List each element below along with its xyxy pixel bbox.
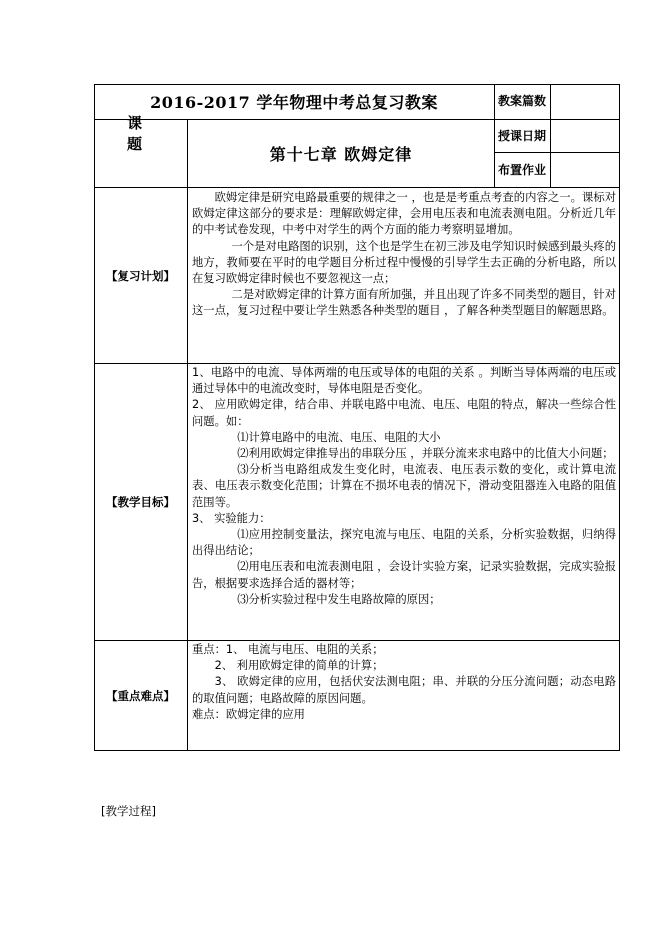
review-plan-paragraph: 一个是对电路图的识别，这个也是学生在初三涉及电学知识时候感到最头疼的地方，教师要在平时的电学题目分析过程中慢慢的引导学生去正确的分析电路，所以在复习欧姆定律时候也不要忽视这一点；: [192, 239, 616, 286]
teach-date-label: 授课日期: [497, 128, 546, 143]
teaching-goals-label: 【教学目标】: [106, 495, 175, 509]
homework-label: 布置作业: [497, 162, 546, 177]
review-plan-content: [192, 190, 616, 320]
teaching-goal-item: 3、 实验能力：: [192, 511, 271, 525]
teaching-goal-item: 1、电路中的电流、导体两端的电压或导体的电阻的关系 。判断当导体两端的电压或通过导体中的电流改变时，导体电阻是否变化。: [192, 366, 616, 396]
chapter-title: 第十七章 欧姆定律: [269, 145, 413, 164]
key-points-content: [192, 642, 616, 723]
key-point-line: 难点：欧姆定律的应用: [192, 707, 305, 721]
key-point-line: 重点：1、 电流与电压、电阻的关系；: [192, 643, 384, 656]
lesson-count-value: [551, 84, 619, 119]
table-border-right: [619, 84, 620, 751]
lesson-plan-table: [94, 84, 620, 751]
teaching-goals-content: [192, 365, 616, 608]
label-column-divider: [187, 119, 188, 751]
teaching-goal-item: ⑶分析实验过程中发生电路故障的原因；: [237, 592, 441, 606]
teaching-goal-item: ⑴计算电路中的电流、电压、电阻的大小: [237, 430, 441, 444]
review-plan-label: 【复习计划】: [106, 268, 175, 283]
review-plan-paragraph: 欧姆定律是研究电路最重要的规律之一 ，也是是考重点考查的内容之一。课标对欧姆定律这部分的要求是：理解欧姆定律，会用电压表和电流表测电阻。分析近几年的中考试卷发现，中考中对学生的两个方面的能力考察明显增加。: [192, 191, 616, 237]
key-point-line: 2、 利用欧姆定律的简单的计算；: [214, 659, 384, 673]
teaching-goal-item: ⑵利用欧姆定律推导出的串联分压 ，并联分流来求电路中的比值大小问题；: [237, 447, 614, 461]
homework-value: [551, 153, 619, 187]
review-plan-paragraph: 二是对欧姆定律的计算方面有所加强，并且出现了许多不同类型的题目，针对这一点，复习过程中要让学生熟悉各种类型的题目 ，了解各种类型题目的解题思路。: [192, 288, 616, 318]
teaching-goal-item: ⑶分析当电路组成发生变化时，电流表、电压表示数的变化，或计算电流表、电压表示数变化范围；计算在不损坏电表的情况下，滑动变阻器连入电路的阻值范围等。: [192, 463, 616, 509]
teaching-goal-item: 2、 应用欧姆定律，结合串、并联电路中电流、电压、电阻的特点，解决一些综合性问题。如：: [192, 398, 616, 428]
table-border-bottom: [94, 750, 620, 751]
key-point-line: 3、 欧姆定律的应用，包括伏安法测电阻；串、并联的分压分流问题；动态电路的取值问题；电路故障的原因问题。: [192, 675, 616, 705]
teaching-goal-item: ⑴应用控制变量法，探究电流与电压、电阻的关系，分析实验数据，归纳得出得出结论；: [192, 528, 616, 558]
subject-label: 课题: [126, 113, 168, 153]
teach-date-value: [551, 120, 619, 152]
teaching-process-label: [教学过程]: [101, 804, 156, 818]
lesson-count-label: 教案篇数: [497, 94, 546, 108]
page-title: 2016-2017 学年物理中考总复习教案: [150, 93, 438, 112]
teaching-goal-item: ⑵用电压表和电流表测电阻 ，会设计实验方案，记录实验数据，完成实验报告，根据要求选择合适的器材等；: [192, 560, 616, 590]
key-points-label: 【重点难点】: [106, 688, 175, 703]
